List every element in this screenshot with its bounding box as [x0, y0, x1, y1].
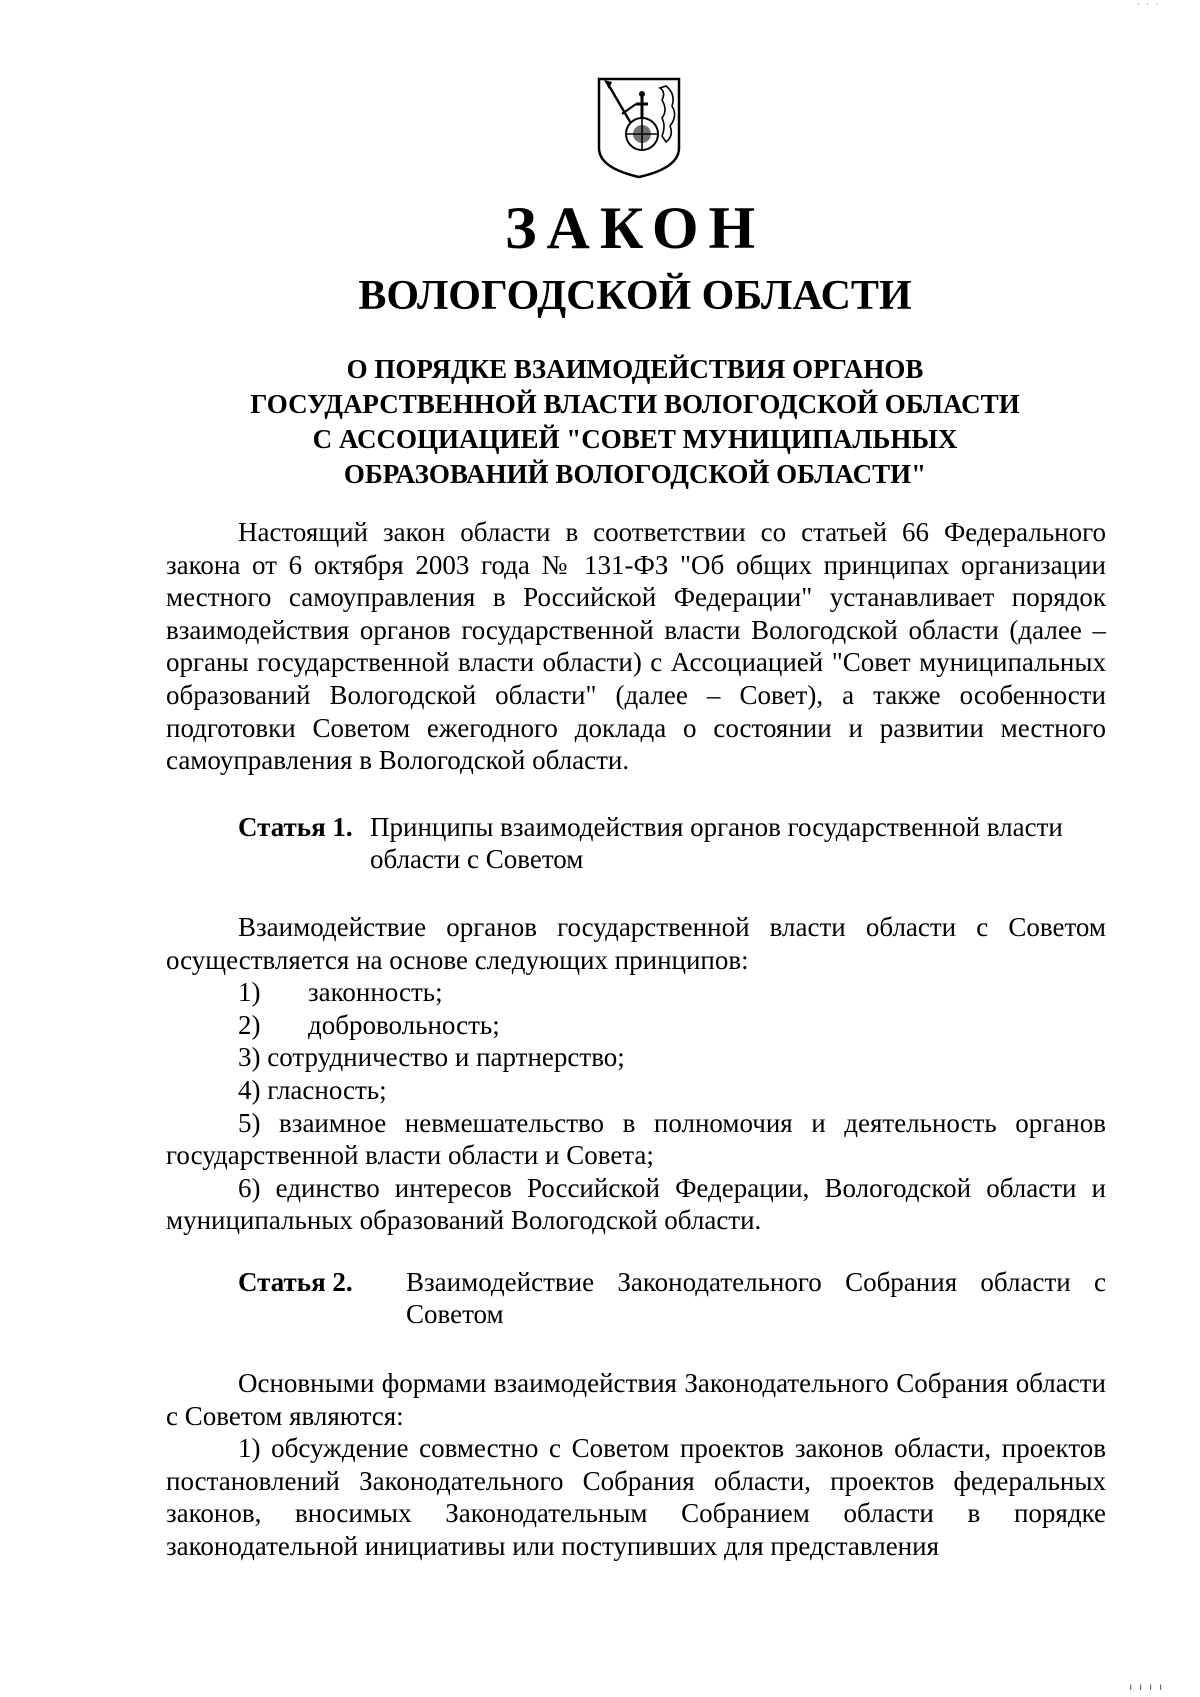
list-item: 5) взаимное невмешательство в полномочия и деятельность органов государственной власти области и Совета; — [166, 1107, 1106, 1171]
article-2-label: Статья 2. — [238, 1267, 353, 1297]
list-item-text: законность; — [308, 977, 443, 1008]
article-1-heading — [238, 811, 1106, 875]
title-line: ОБРАЗОВАНИЙ ВОЛОГОДСКОЙ ОБЛАСТИ" — [343, 459, 927, 489]
list-item: 1) обсуждение совместно с Советом проектов законов области, проектов постановлений Законодательного Собрания области, проектов федеральных законов, вносимых Законодательным Собранием области в порядке законодательной инициативы или поступивших для представления — [166, 1433, 1106, 1561]
list-item — [166, 1009, 1106, 1042]
article-1-body — [166, 911, 1106, 1237]
document-title — [150, 352, 1120, 492]
article-2-heading — [238, 1266, 1106, 1330]
title-line: ГОСУДАРСТВЕННОЙ ВЛАСТИ ВОЛОГОДСКОЙ ОБЛАСТИ — [250, 389, 1020, 419]
scan-artifact-top: · · · — [1137, 0, 1160, 9]
article-1-label: Статья 1. — [238, 812, 353, 842]
article-1-title: Принципы взаимодействия органов государственной власти области с Советом — [370, 812, 1063, 874]
article-2-title: Взаимодействие Законодательного Собрания области с Советом — [406, 1267, 1106, 1329]
region-heading: ВОЛОГОДСКОЙ ОБЛАСТИ — [358, 273, 912, 319]
list-item-number: 1) — [238, 977, 261, 1008]
list-item: 6) единство интересов Российской Федерации, Вологодской области и муниципальных образований Вологодской области. — [166, 1172, 1106, 1236]
preamble-paragraph: Настоящий закон области в соответствии со статьей 66 Федерального закона от 6 октября 2003 года № 131-ФЗ "Об общих принципах организации местного самоуправления в Российской Федерации" устанавливает порядок взаимодействия органов государственной власти Вологодской области (далее – органы государственной власти области) с Ассоциацией "Совет муниципальных образований Вологодской области" (далее – Совет), а также особенности подготовки Советом ежегодного доклада о состоянии и развитии местного самоуправления в Вологодской области. — [166, 517, 1106, 776]
article-2-body — [166, 1367, 1106, 1563]
law-heading: ЗАКОН — [504, 195, 766, 261]
list-item-number: 2) — [238, 1009, 261, 1040]
scan-artifact-bottom: ı ı ı ı — [1129, 1682, 1164, 1693]
preamble — [166, 516, 1106, 777]
list-item-text: добровольность; — [308, 1009, 500, 1040]
article-1-lead: Взаимодействие органов государственной власти области с Советом осуществляется на основе следующих принципов: — [166, 912, 1106, 975]
title-line: О ПОРЯДКЕ ВЗАИМОДЕЙСТВИЯ ОРГАНОВ — [346, 354, 924, 384]
list-item: 3) сотрудничество и партнерство; — [238, 1042, 625, 1073]
coat-of-arms-icon — [596, 76, 682, 180]
list-item — [166, 976, 1106, 1009]
article-2-lead: Основными формами взаимодействия Законодательного Собрания области с Советом являются: — [166, 1368, 1106, 1431]
title-line: С АССОЦИАЦИЕЙ "СОВЕТ МУНИЦИПАЛЬНЫХ — [312, 424, 958, 454]
list-item: 4) гласность; — [238, 1074, 387, 1105]
